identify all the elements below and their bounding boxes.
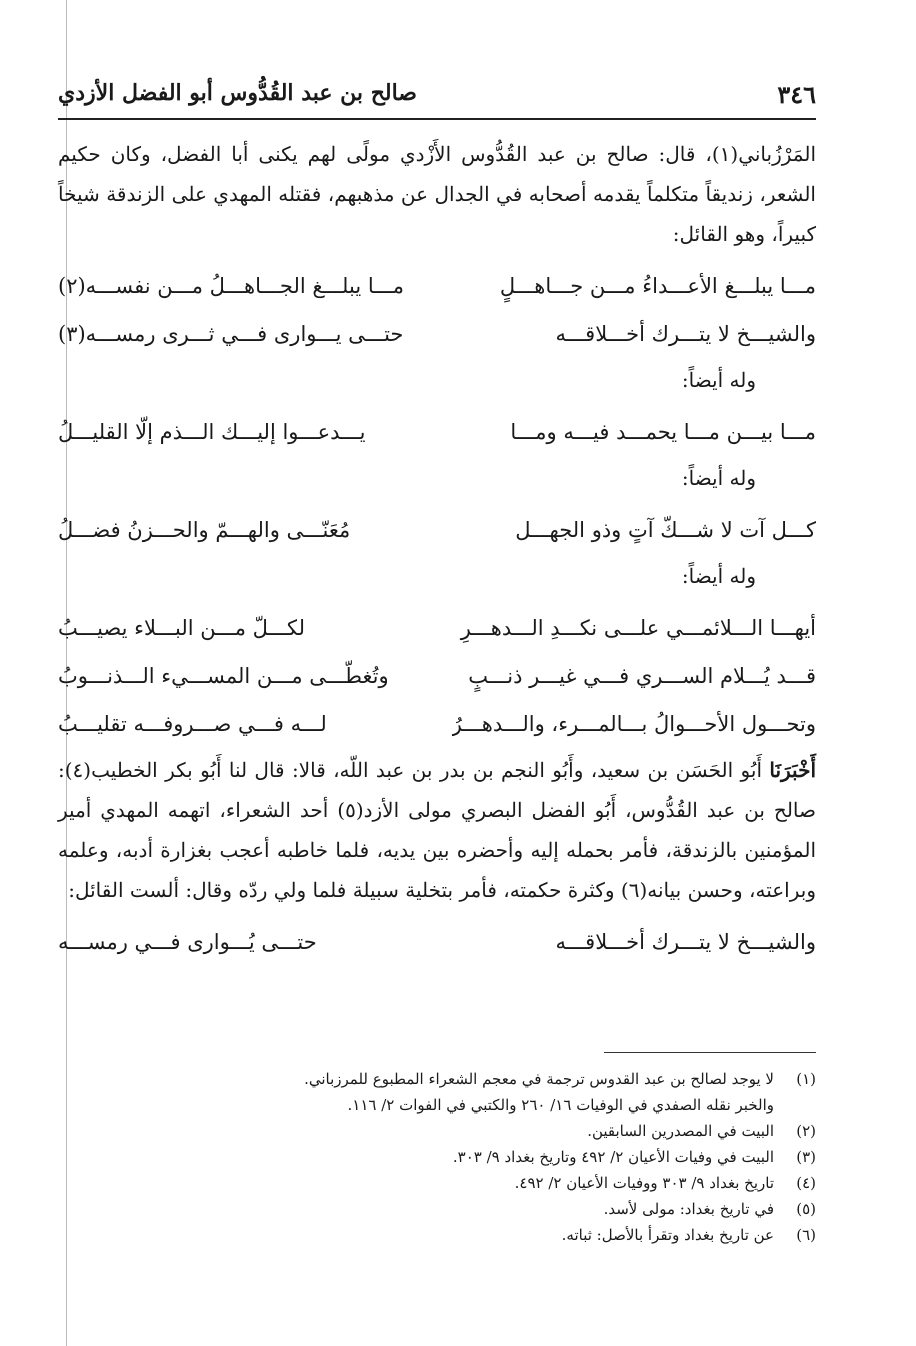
poem-1: [58, 264, 816, 356]
footnote-text: في تاريخ بغداد: مولى لأسد.: [603, 1200, 774, 1218]
akhbarana-paragraph: [58, 750, 816, 910]
footnote-text: تاريخ بغداد ٩/ ٣٠٣ ووفيات الأعيان ٢/ ٤٩٢.: [514, 1174, 774, 1192]
verse-second-hemistich: لـــه فـــي صـــروفـــه تقليـــبُ: [58, 712, 327, 736]
verse-first-hemistich: وتحـــول الأحـــوالُ بـــالمـــرء، والـــدهـــرُ: [452, 712, 816, 736]
footnote-text: البيت في وفيات الأعيان ٢/ ٤٩٢ وتاريخ بغداد ٩/ ٣٠٣.: [452, 1148, 774, 1166]
verse-second-hemistich: حتـــى يُـــوارى فـــي رمســـه: [58, 930, 317, 954]
footnotes: [150, 1066, 816, 1248]
footnote-number: (٤): [796, 1174, 816, 1192]
footnote-text: لا يوجد لصالح بن عبد القدوس ترجمة في معجم الشعراء المطبوع للمرزباني.: [304, 1070, 774, 1088]
footnote-rule: [604, 1052, 816, 1053]
verse-second-hemistich: لكـــلّ مـــن البـــلاء يصيـــبُ: [58, 616, 305, 640]
footnote: [150, 1118, 816, 1144]
verse-first-hemistich: مـــا يبلـــغ الأعـــداءُ مـــن جـــاهـــلٍ: [499, 274, 816, 298]
verse-second-hemistich: حتـــى يـــوارى فـــي ثـــرى رمســـه(٣): [58, 322, 404, 346]
page-body: [58, 134, 816, 968]
verse-first-hemistich: مـــا بيـــن مـــا يحمـــد فيـــه ومـــا: [510, 420, 816, 444]
verse-line: [58, 508, 816, 552]
page-number: ٣٤٦: [777, 80, 816, 109]
header-rule: [58, 118, 816, 120]
akhbarana-keyword: أَخْبَرَنَا: [769, 758, 816, 782]
verse-second-hemistich: وتُغطّـــى مـــن المســـيء الـــذنـــوبُ: [58, 664, 389, 688]
verse-line: [58, 312, 816, 356]
running-title: صالح بن عبد القُدُّوس أبو الفضل الأزدي: [58, 80, 417, 106]
footnote-text: البيت في المصدرين السابقين.: [587, 1122, 774, 1140]
footnote: [150, 1170, 816, 1196]
verse-first-hemistich: قـــد يُـــلام الســـري فـــي غيـــر ذنـــبٍ: [468, 664, 816, 688]
poem-4: [58, 606, 816, 746]
verse-second-hemistich: مـــا يبلـــغ الجـــاهـــلُ مـــن نفســـه(٢): [58, 274, 404, 298]
also-label: وله أيضاً:: [681, 466, 756, 490]
verse-first-hemistich: والشيـــخ لا يتـــرك أخـــلاقـــه: [555, 930, 816, 954]
footnote: [150, 1222, 816, 1248]
poem-5: [58, 920, 816, 964]
akhbarana-text: أَبُو الحَسَن بن سعيد، وأَبُو النجم بن بدر بن عبد اللّه، قالا: قال لنا أَبُو بكر الخطيب(٤): صالح بن عبد القُدُّوس، أَبُو الفضل البصري مولى الأزد(٥) أحد الشعراء، اتهمه المهدي أمير المؤمنين بالزندقة، فأمر بحمله إليه وأحضره بين يديه، فلما خاطبه أعجب بغزارة أدبه، وعلمه وبراعته، وحسن بيانه(٦) وكثرة حكمته، فأمر بتخلية سبيلة فلما ولي ردّه وقال: ألست القائل:: [58, 758, 817, 902]
also-label: وله أيضاً:: [681, 564, 756, 588]
verse-first-hemistich: أيهـــا الـــلائمـــي علـــى نكـــدِ الـــدهـــرِ: [460, 616, 816, 640]
poem-3: [58, 508, 816, 552]
poem-2: [58, 410, 816, 454]
verse-line: [58, 264, 816, 308]
verse-line: [58, 920, 816, 964]
verse-line: [58, 654, 816, 698]
footnote: [150, 1066, 816, 1092]
verse-first-hemistich: كـــل آت لا شـــكّ آتٍ وذو الجهـــل: [515, 518, 816, 542]
footnote: [150, 1196, 816, 1222]
footnote-number: (٥): [796, 1200, 816, 1218]
footnote-number: (١): [796, 1070, 816, 1088]
footnote-number: (٢): [796, 1122, 816, 1140]
verse-first-hemistich: والشيـــخ لا يتـــرك أخـــلاقـــه: [555, 322, 816, 346]
also-label: وله أيضاً:: [681, 368, 756, 392]
page-header: [58, 76, 816, 116]
verse-line: [58, 410, 816, 454]
verse-second-hemistich: يـــدعـــوا إليـــك الـــذم إلّا القليـــلُ: [58, 420, 366, 444]
verse-second-hemistich: مُعَنّـــى والهـــمّ والحـــزنُ فضـــلُ: [58, 518, 351, 542]
footnote-text: عن تاريخ بغداد وتقرأ بالأصل: ثباته.: [561, 1226, 774, 1244]
verse-line: [58, 606, 816, 650]
footnote-number: (٣): [796, 1148, 816, 1166]
footnote: [150, 1144, 816, 1170]
footnote-continuation: والخبر نقله الصفدي في الوفيات ١٦/ ٢٦٠ والكتبي في الفوات ٢/ ١١٦.: [347, 1096, 774, 1114]
intro-paragraph: المَرْزُباني(١)، قال: صالح بن عبد القُدُّوس الأَزْدي مولًى لهم يكنى أبا الفضل، وكان حكيم الشعر، زنديقاً متكلماً يقدمه أصحابه في الجدال عن مذهبهم، فقتله المهدي على الزندقة شيخاً كبيراً، وهو القائل:: [58, 142, 816, 246]
verse-line: [58, 702, 816, 746]
footnote-number: (٦): [796, 1226, 816, 1244]
